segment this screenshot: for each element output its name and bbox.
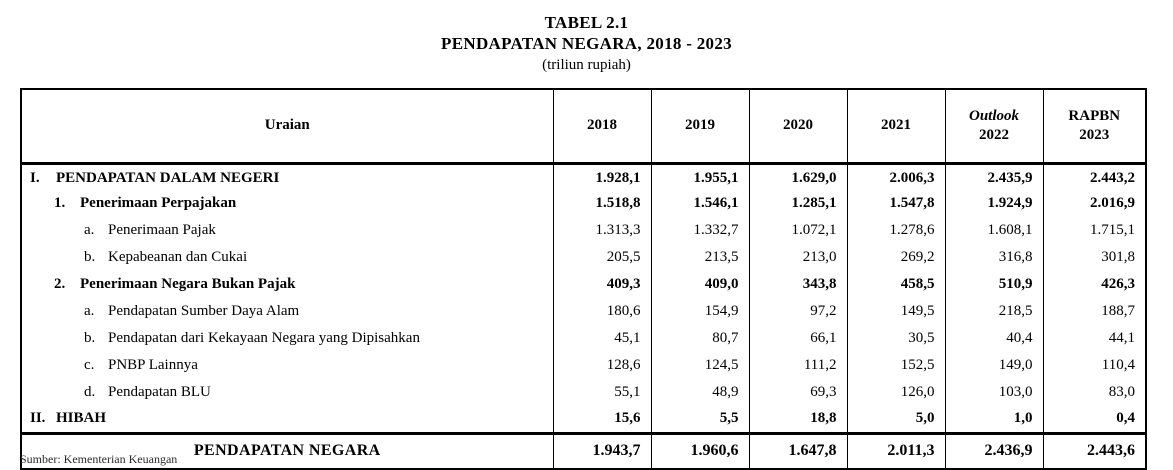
table-header bbox=[21, 89, 1146, 163]
row-label-cell bbox=[21, 190, 553, 217]
row-value-cell: 213,5 bbox=[651, 244, 749, 271]
row-marker: b. bbox=[84, 330, 96, 346]
total-value-cell: 2.011,3 bbox=[847, 433, 945, 469]
row-value-cell: 1,0 bbox=[945, 406, 1043, 433]
row-value-cell: 1.608,1 bbox=[945, 217, 1043, 244]
table-row bbox=[21, 325, 1146, 352]
outlook-tag: Outlook bbox=[968, 107, 1019, 124]
row-label-cell bbox=[21, 406, 553, 433]
page-title: PENDAPATAN NEGARA, 2018 - 2023 bbox=[441, 34, 732, 53]
unit-note: (triliun rupiah) bbox=[542, 57, 631, 73]
row-value-cell: 343,8 bbox=[749, 271, 847, 298]
row-value-cell: 103,0 bbox=[945, 379, 1043, 406]
row-label-text: PENDAPATAN DALAM NEGERI bbox=[56, 170, 280, 187]
title-block bbox=[0, 0, 1173, 75]
column-header-2020: 2020 bbox=[749, 89, 847, 163]
row-value-cell: 409,0 bbox=[651, 271, 749, 298]
row-label-text: Pendapatan dari Kekayaan Negara yang Dipisahkan bbox=[108, 330, 420, 346]
column-header-2021: 2021 bbox=[847, 89, 945, 163]
row-value-cell: 0,4 bbox=[1116, 410, 1135, 427]
outlook-year: 2022 bbox=[979, 126, 1009, 143]
row-marker: b. bbox=[84, 249, 96, 265]
row-value-cell: 45,1 bbox=[553, 325, 651, 352]
row-label-cell bbox=[21, 325, 553, 352]
row-label bbox=[30, 195, 553, 212]
row-label-text: PNBP Lainnya bbox=[108, 357, 198, 373]
row-value-cell: 48,9 bbox=[651, 379, 749, 406]
row-label bbox=[30, 357, 553, 374]
row-label-text: Pendapatan Sumber Daya Alam bbox=[108, 303, 300, 319]
table-row bbox=[21, 352, 1146, 379]
row-label bbox=[30, 276, 553, 293]
row-value-cell: 40,4 bbox=[945, 325, 1043, 352]
row-value-cell: 154,9 bbox=[651, 298, 749, 325]
table-row bbox=[21, 271, 1146, 298]
row-value-cell: 218,5 bbox=[945, 298, 1043, 325]
row-label-cell bbox=[21, 244, 553, 271]
row-value-cell: 1.332,7 bbox=[651, 217, 749, 244]
row-value-cell: 55,1 bbox=[553, 379, 651, 406]
row-label bbox=[30, 303, 553, 320]
rapbn-year: 2023 bbox=[1079, 126, 1110, 143]
total-value-cell: 1.647,8 bbox=[749, 433, 847, 469]
row-value-cell: 1.547,8 bbox=[847, 190, 945, 217]
row-value-cell: 213,0 bbox=[749, 244, 847, 271]
row-value-cell: 15,6 bbox=[553, 406, 651, 433]
row-value-cell: 152,5 bbox=[847, 352, 945, 379]
table-row bbox=[21, 217, 1146, 244]
total-value-cell: 2.443,6 bbox=[1043, 433, 1146, 469]
row-label-text: Penerimaan Perpajakan bbox=[80, 195, 237, 211]
row-label-cell bbox=[21, 217, 553, 244]
row-value-cell: 128,6 bbox=[553, 352, 651, 379]
row-value-cell: 149,0 bbox=[945, 352, 1043, 379]
row-label-text: Penerimaan Pajak bbox=[108, 222, 216, 238]
row-label bbox=[30, 222, 553, 239]
column-header-uraian: Uraian bbox=[21, 89, 553, 163]
revenue-table bbox=[20, 88, 1147, 470]
row-marker: a. bbox=[84, 303, 95, 319]
column-header-outlook-2022 bbox=[945, 89, 1043, 163]
row-label bbox=[30, 170, 553, 187]
row-value-cell: 124,5 bbox=[651, 352, 749, 379]
row-value-cell: 1.715,1 bbox=[1090, 222, 1135, 238]
row-value-cell: 18,8 bbox=[749, 406, 847, 433]
row-marker: a. bbox=[84, 222, 95, 238]
row-value-cell: 149,5 bbox=[847, 298, 945, 325]
row-label bbox=[30, 249, 553, 266]
table-row bbox=[21, 406, 1146, 433]
total-row bbox=[21, 433, 1146, 469]
row-value-cell: 205,5 bbox=[553, 244, 651, 271]
row-value-cell: 1.629,0 bbox=[749, 163, 847, 190]
row-label bbox=[30, 410, 553, 427]
row-value-cell: 510,9 bbox=[945, 271, 1043, 298]
table-row bbox=[21, 163, 1146, 190]
row-value-cell: 188,7 bbox=[1101, 303, 1135, 319]
column-header-2018: 2018 bbox=[553, 89, 651, 163]
row-value-cell: 458,5 bbox=[847, 271, 945, 298]
row-marker: I. bbox=[30, 170, 40, 187]
row-label-text: Pendapatan BLU bbox=[108, 384, 211, 400]
row-marker: d. bbox=[84, 384, 96, 400]
row-value-cell: 1.546,1 bbox=[651, 190, 749, 217]
row-label-cell bbox=[21, 379, 553, 406]
row-value-cell: 44,1 bbox=[1108, 330, 1135, 346]
row-value-cell: 2.443,2 bbox=[1090, 170, 1135, 187]
total-value-cell: 1.960,6 bbox=[651, 433, 749, 469]
header-row bbox=[21, 89, 1146, 163]
row-label-cell bbox=[21, 163, 553, 190]
revenue-table-wrapper bbox=[20, 88, 1143, 470]
row-label-cell bbox=[21, 352, 553, 379]
row-label-text: Penerimaan Negara Bukan Pajak bbox=[80, 276, 296, 292]
row-value-cell: 316,8 bbox=[945, 244, 1043, 271]
table-row bbox=[21, 379, 1146, 406]
row-value-cell: 2.435,9 bbox=[945, 163, 1043, 190]
row-marker: 1. bbox=[54, 195, 66, 211]
row-value-cell: 1.928,1 bbox=[553, 163, 651, 190]
row-value-cell: 1.955,1 bbox=[651, 163, 749, 190]
column-header-2019: 2019 bbox=[651, 89, 749, 163]
row-label-text: HIBAH bbox=[56, 410, 107, 427]
rapbn-tag: RAPBN bbox=[1068, 107, 1121, 124]
row-value-cell: 269,2 bbox=[847, 244, 945, 271]
row-value-cell: 111,2 bbox=[749, 352, 847, 379]
row-marker: II. bbox=[30, 410, 46, 427]
table-row bbox=[21, 190, 1146, 217]
row-value-cell: 1.278,6 bbox=[847, 217, 945, 244]
row-value-cell: 110,4 bbox=[1101, 357, 1135, 373]
row-label-text: Kepabeanan dan Cukai bbox=[108, 249, 248, 265]
row-value-cell: 5,0 bbox=[847, 406, 945, 433]
row-value-cell: 1.285,1 bbox=[749, 190, 847, 217]
row-value-cell: 83,0 bbox=[1108, 384, 1135, 400]
row-value-cell: 30,5 bbox=[847, 325, 945, 352]
row-value-cell: 126,0 bbox=[847, 379, 945, 406]
row-value-cell: 80,7 bbox=[651, 325, 749, 352]
column-header-rapbn-2023 bbox=[1043, 89, 1146, 163]
total-value-cell: 1.943,7 bbox=[553, 433, 651, 469]
total-value-cell: 2.436,9 bbox=[945, 433, 1043, 469]
row-value-cell: 97,2 bbox=[749, 298, 847, 325]
row-value-cell: 409,3 bbox=[553, 271, 651, 298]
row-value-cell: 180,6 bbox=[553, 298, 651, 325]
table-row bbox=[21, 298, 1146, 325]
row-marker: c. bbox=[84, 357, 95, 373]
source-note: Sumber: Kementerian Keuangan bbox=[20, 452, 178, 466]
row-value-cell: 1.313,3 bbox=[553, 217, 651, 244]
table-row bbox=[21, 244, 1146, 271]
row-value-cell: 66,1 bbox=[749, 325, 847, 352]
row-value-cell: 301,8 bbox=[1101, 249, 1135, 265]
row-value-cell: 1.518,8 bbox=[553, 190, 651, 217]
row-value-cell: 2.006,3 bbox=[847, 163, 945, 190]
row-value-cell: 1.924,9 bbox=[945, 190, 1043, 217]
row-value-cell: 2.016,9 bbox=[1090, 195, 1135, 211]
total-label: PENDAPATAN NEGARA bbox=[21, 433, 553, 469]
row-marker: 2. bbox=[54, 276, 66, 292]
row-label-cell bbox=[21, 298, 553, 325]
table-number: TABEL 2.1 bbox=[544, 13, 629, 32]
table-body bbox=[21, 163, 1146, 469]
row-label-cell bbox=[21, 271, 553, 298]
row-value-cell: 5,5 bbox=[651, 406, 749, 433]
row-value-cell: 69,3 bbox=[749, 379, 847, 406]
row-value-cell: 426,3 bbox=[1101, 276, 1135, 292]
row-label bbox=[30, 330, 553, 347]
row-value-cell: 1.072,1 bbox=[749, 217, 847, 244]
row-label bbox=[30, 384, 553, 401]
